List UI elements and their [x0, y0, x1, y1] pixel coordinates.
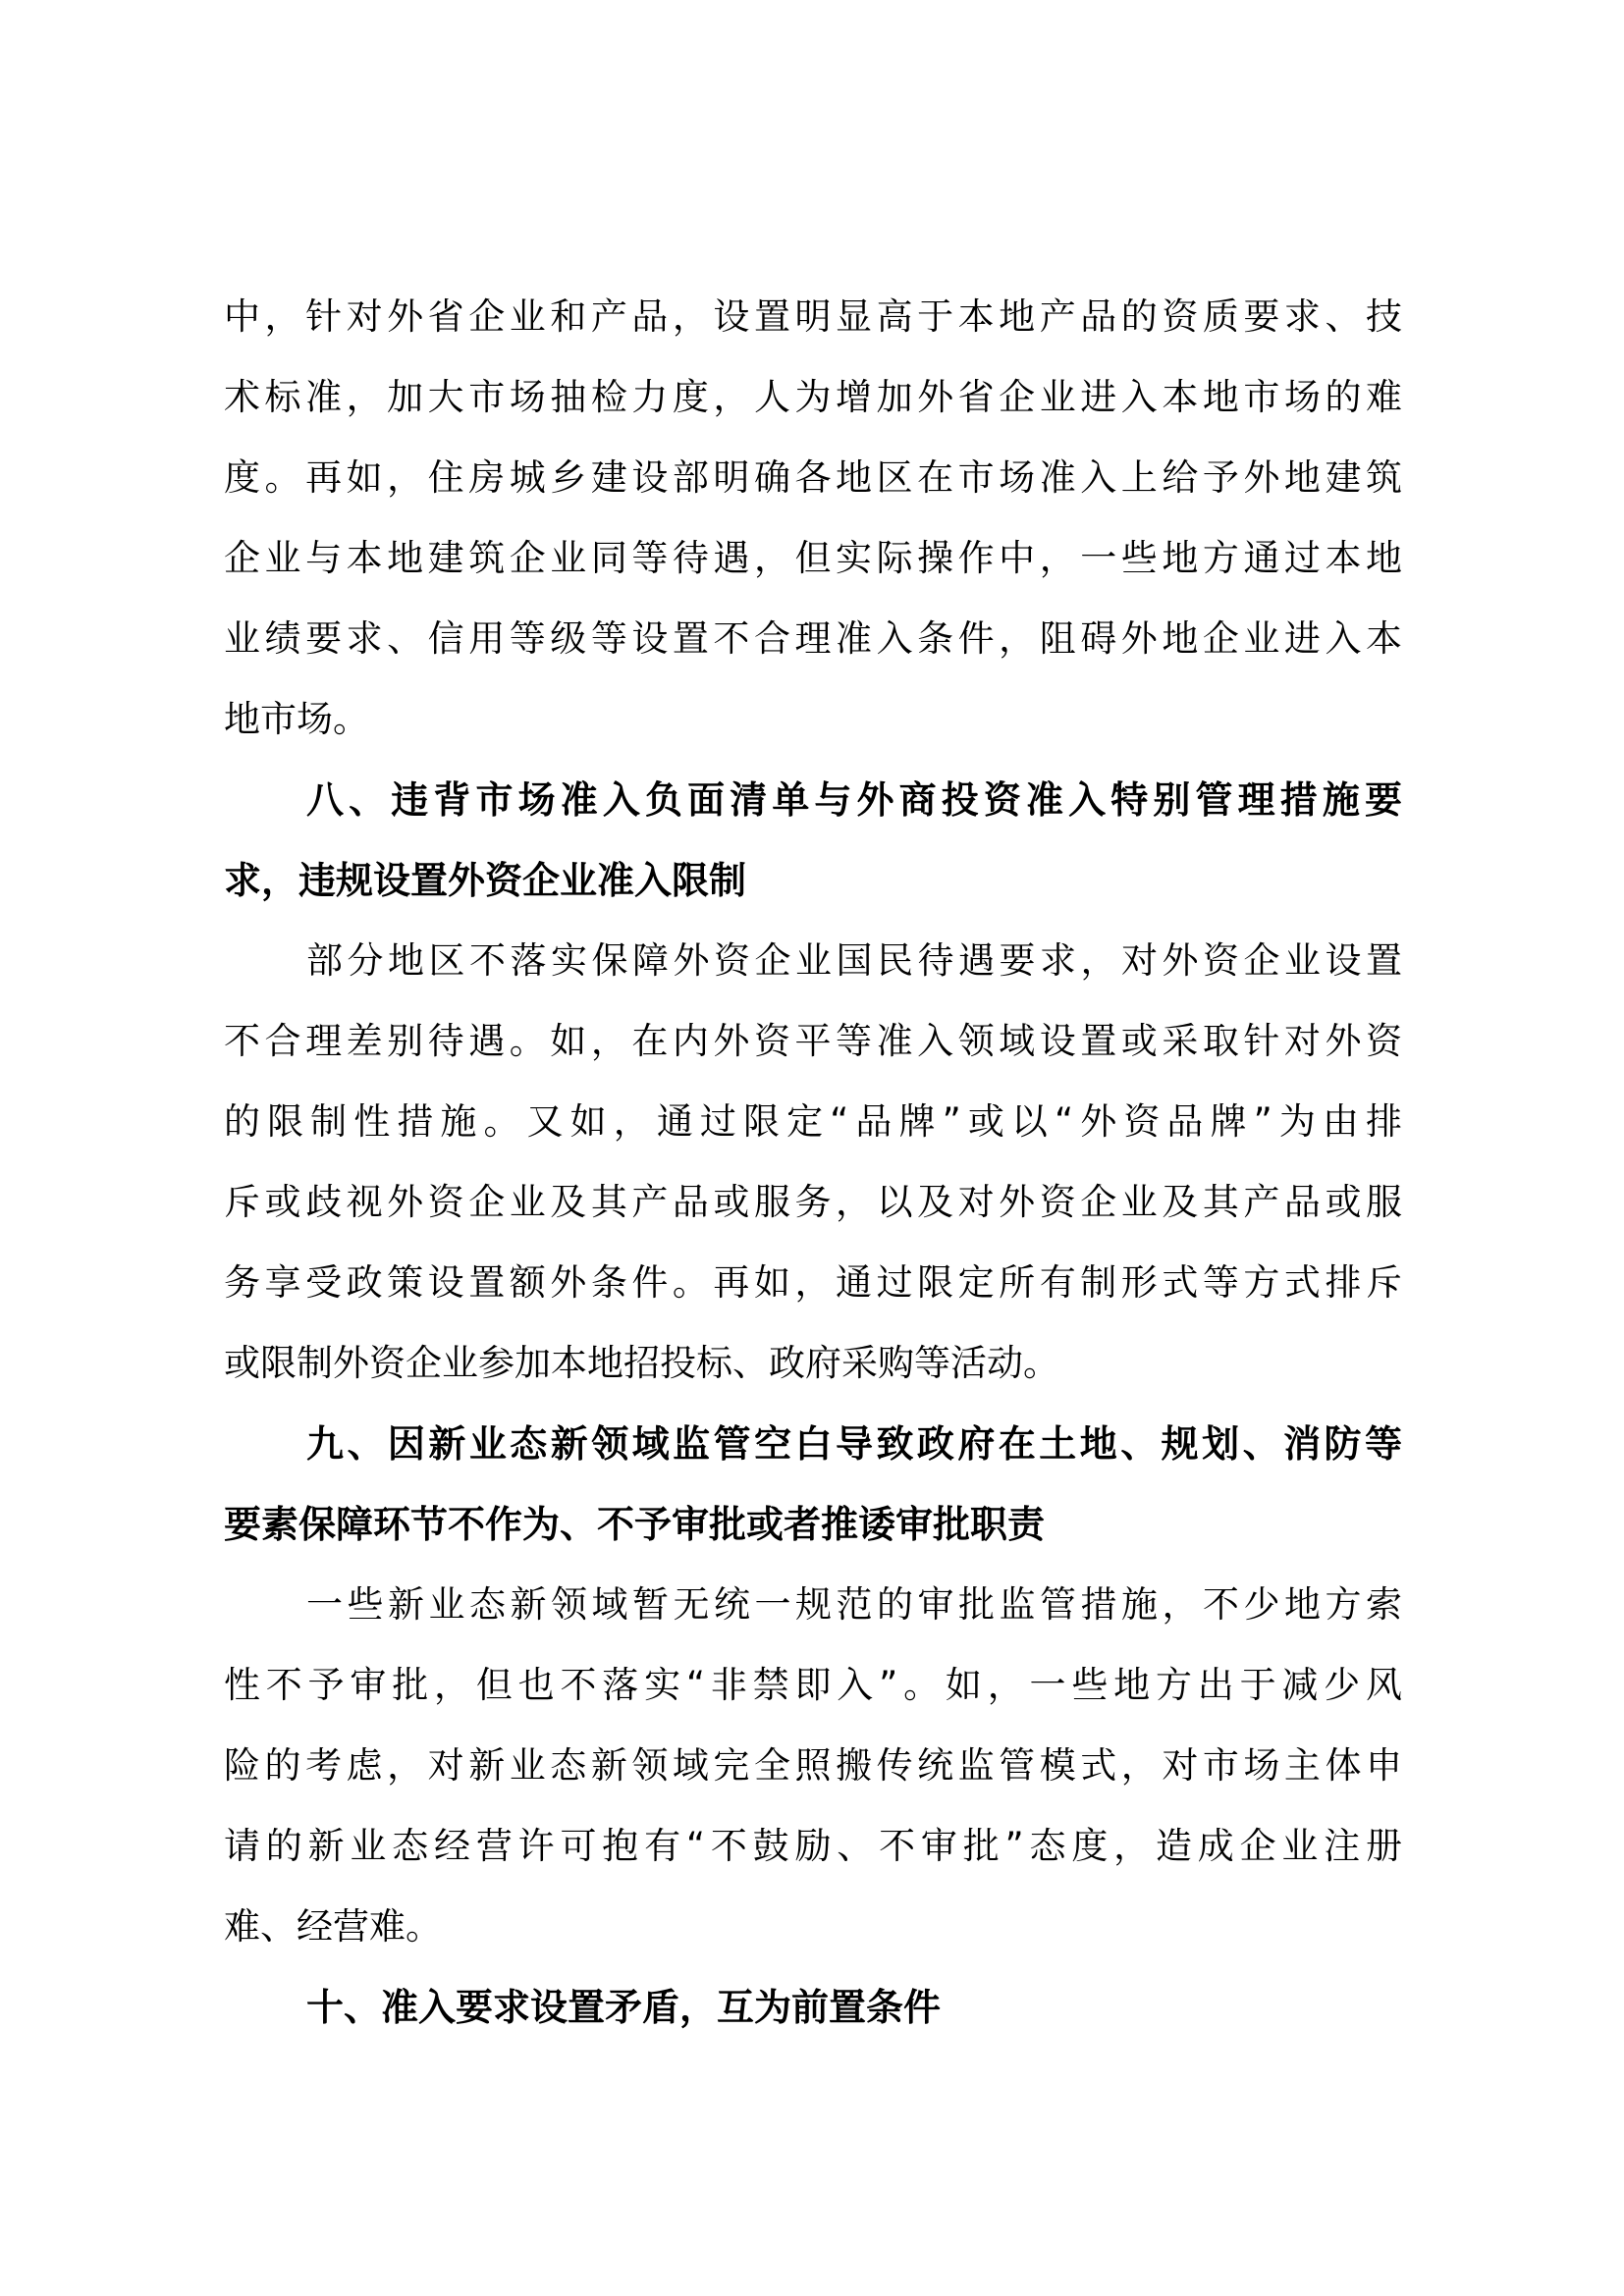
- heading-line: 八、违背市场准入负面清单与外商投资准入特别管理措施要: [306, 778, 1402, 822]
- text-line: 部分地区不落实保障外资企业国民待遇要求，对外资企业设置: [306, 939, 1402, 982]
- text-line: 业绩要求、信用等级等设置不合理准入条件，阻碍外地企业进入本: [224, 617, 1402, 660]
- text-line: 斥或歧视外资企业及其产品或服务，以及对外资企业及其产品或服: [224, 1181, 1402, 1223]
- document-body: [224, 277, 1402, 2048]
- text-line: 请的新业态经营许可抱有“不鼓励、不审批”态度，造成企业注册: [224, 1825, 1402, 1867]
- text-line: 术标准，加大市场抽检力度，人为增加外省企业进入本地市场的难: [224, 376, 1402, 418]
- heading-line: 九、因新业态新领域监管空白导致政府在土地、规划、消防等: [306, 1422, 1402, 1466]
- text-line: 不合理差别待遇。如，在内外资平等准入领域设置或采取针对外资: [224, 1020, 1402, 1062]
- paragraph-continuation: [224, 277, 1402, 760]
- text-line: 险的考虑，对新业态新领域完全照搬传统监管模式，对市场主体申: [224, 1744, 1402, 1787]
- text-line: 的限制性措施。又如，通过限定“品牌”或以“外资品牌”为由排: [224, 1100, 1402, 1143]
- text-line: 或限制外资企业参加本地招投标、政府采购等活动。: [224, 1342, 1059, 1384]
- section-heading-10: [224, 1967, 1402, 2048]
- text-line: 务享受政策设置额外条件。再如，通过限定所有制形式等方式排斥: [224, 1261, 1402, 1304]
- text-line: 难、经营难。: [224, 1905, 442, 1948]
- section-heading-8: [224, 760, 1402, 921]
- heading-line: 求，违规设置外资企业准入限制: [224, 859, 747, 902]
- text-line: 度。再如，住房城乡建设部明确各地区在市场准入上给予外地建筑: [224, 456, 1402, 499]
- text-line: 地市场。: [224, 698, 369, 740]
- text-line: 企业与本地建筑企业同等待遇，但实际操作中，一些地方通过本地: [224, 537, 1402, 579]
- text-line: 中，针对外省企业和产品，设置明显高于本地产品的资质要求、技: [224, 295, 1402, 338]
- text-line: 性不予审批，但也不落实“非禁即入”。如，一些地方出于减少风: [224, 1664, 1402, 1706]
- heading-line: 要素保障环节不作为、不予审批或者推诿审批职责: [224, 1503, 1046, 1546]
- heading-line: 十、准入要求设置矛盾，互为前置条件: [306, 1986, 942, 2029]
- section-heading-9: [224, 1404, 1402, 1565]
- section-paragraph-8: [224, 921, 1402, 1404]
- section-paragraph-9: [224, 1565, 1402, 1967]
- text-line: 一些新业态新领域暂无统一规范的审批监管措施，不少地方索: [306, 1583, 1402, 1626]
